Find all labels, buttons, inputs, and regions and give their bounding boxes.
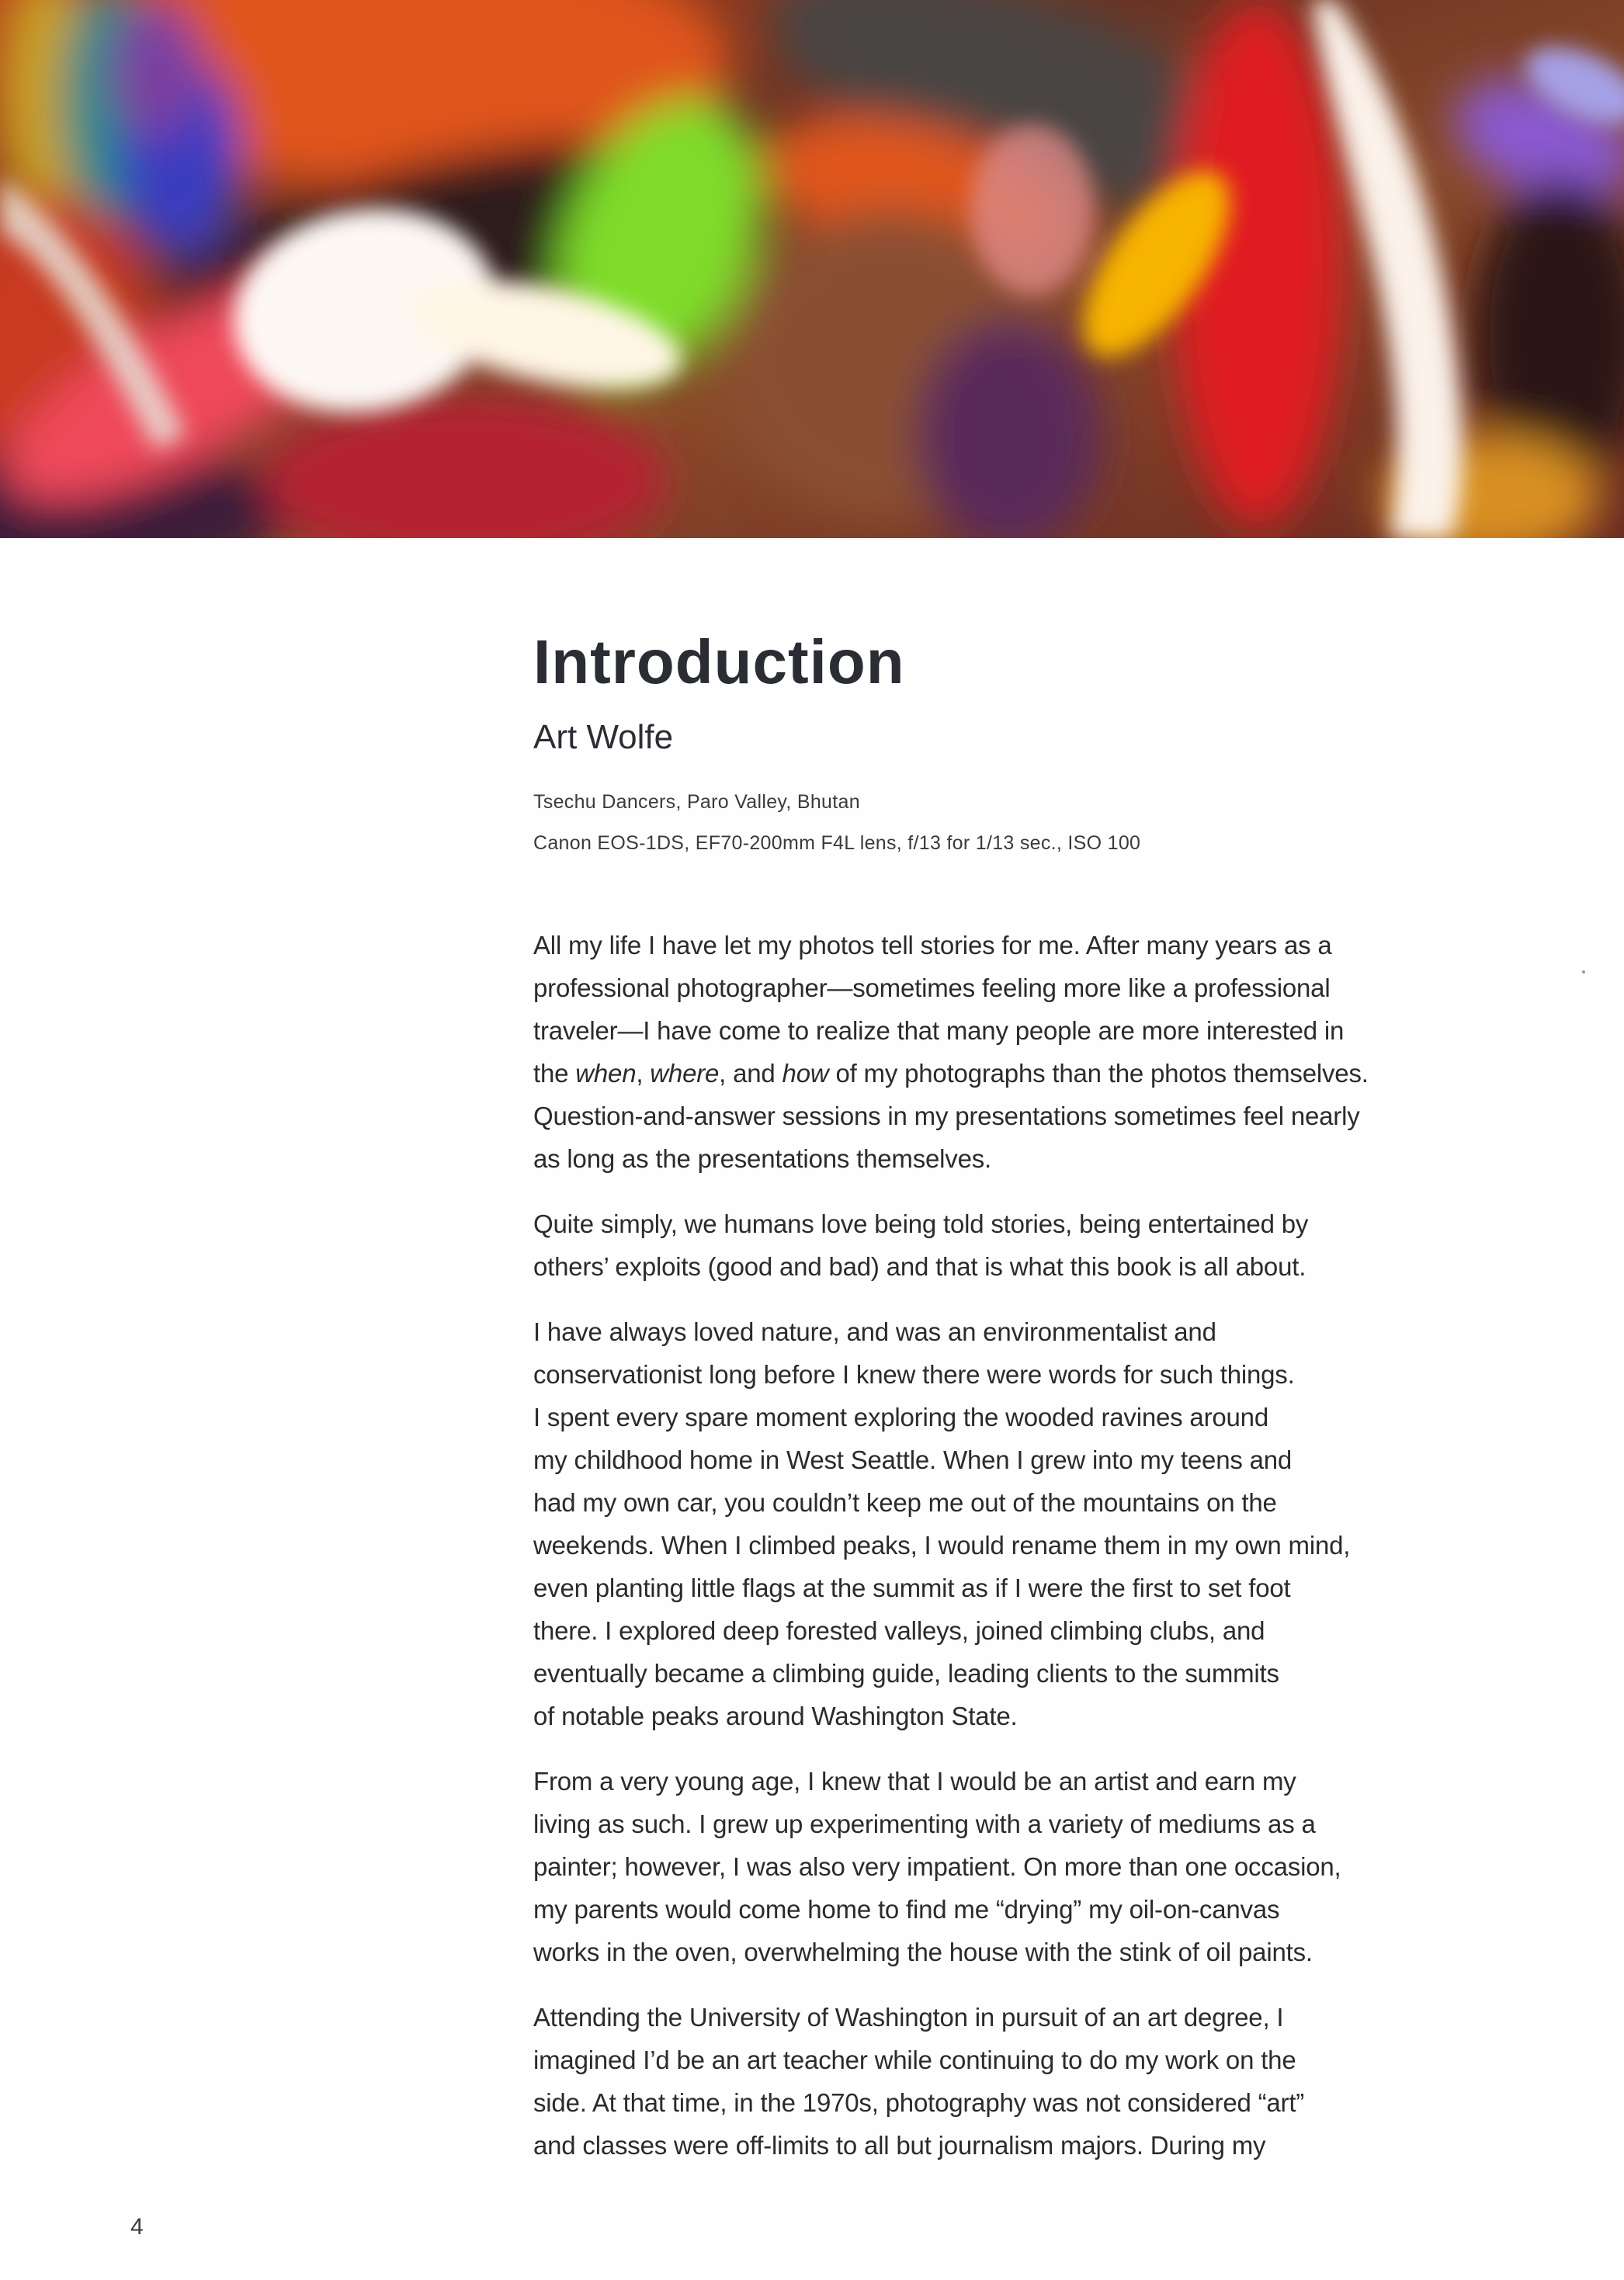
text-line: my parents would come home to find me “drying” my oil-on-canvas — [533, 1895, 1280, 1924]
text-line: Quite simply, we humans love being told stories, being entertained by — [533, 1209, 1309, 1238]
text-line: my childhood home in West Seattle. When I grew into my teens and — [533, 1445, 1293, 1474]
text-line: of notable peaks around Washington State. — [533, 1702, 1018, 1730]
text-line: and classes were off-limits to all but journalism majors. During my — [533, 2131, 1266, 2160]
text-line: Question-and-answer sessions in my presentations sometimes feel nearly — [533, 1102, 1360, 1130]
text-line: conservationist long before I knew there were words for such things. — [533, 1360, 1295, 1389]
text-line: had my own car, you couldn’t keep me out of the mountains on the — [533, 1488, 1277, 1517]
text-line: living as such. I grew up experimenting with a variety of mediums as a — [533, 1810, 1316, 1838]
page-title: Introduction — [533, 627, 905, 696]
text-line: Attending the University of Washington in pursuit of an art degree, I — [533, 2003, 1284, 2032]
text-line: traveler—I have come to realize that many people are more interested in — [533, 1016, 1345, 1045]
author-name: Art Wolfe — [533, 718, 674, 756]
text-line: All my life I have let my photos tell stories for me. After many years as a — [533, 931, 1332, 960]
emphasis-how: how — [782, 1059, 829, 1088]
article-body — [533, 924, 1511, 2189]
emphasis-where: where — [650, 1059, 720, 1088]
text-line: professional photographer—sometimes feeling more like a professional — [533, 973, 1331, 1002]
text-segment: of my photographs than the photos themselves. — [828, 1059, 1369, 1088]
paragraph-5 — [533, 1996, 1511, 2167]
text-line: works in the oven, overwhelming the house with the stink of oil paints. — [533, 1938, 1313, 1966]
paragraph-3 — [533, 1310, 1511, 1737]
emphasis-when: when — [575, 1059, 637, 1088]
text-segment: , and — [719, 1059, 783, 1088]
text-line-with-emphasis — [533, 1052, 1511, 1095]
text-line: From a very young age, I knew that I would be an artist and earn my — [533, 1767, 1296, 1796]
scan-speck — [1582, 970, 1585, 973]
text-line: eventually became a climbing guide, leading clients to the summits — [533, 1659, 1279, 1688]
paragraph-2 — [533, 1202, 1511, 1288]
text-line: there. I explored deep forested valleys, joined climbing clubs, and — [533, 1616, 1265, 1645]
text-line: weekends. When I climbed peaks, I would rename them in my own mind, — [533, 1531, 1351, 1560]
paragraph-4 — [533, 1760, 1511, 1973]
text-line: as long as the presentations themselves. — [533, 1144, 992, 1173]
hero-photo-graphic — [0, 0, 1624, 538]
text-line: imagined I’d be an art teacher while continuing to do my work on the — [533, 2046, 1296, 2074]
text-segment: , — [636, 1059, 651, 1088]
page-number: 4 — [130, 2214, 144, 2240]
hero-photo — [0, 0, 1624, 538]
photo-caption-subject: Tsechu Dancers, Paro Valley, Bhutan — [533, 791, 860, 813]
text-line: even planting little flags at the summit as if I were the first to set foot — [533, 1574, 1291, 1602]
text-segment: the — [533, 1059, 576, 1088]
photo-caption-camera-settings: Canon EOS-1DS, EF70-200mm F4L lens, f/13 for 1/13 sec., ISO 100 — [533, 832, 1141, 854]
text-line: painter; however, I was also very impatient. On more than one occasion, — [533, 1852, 1341, 1881]
text-line: I have always loved nature, and was an environmentalist and — [533, 1317, 1216, 1346]
paragraph-1 — [533, 924, 1511, 1180]
text-line: side. At that time, in the 1970s, photography was not considered “art” — [533, 2088, 1305, 2117]
text-line: others’ exploits (good and bad) and that is what this book is all about. — [533, 1252, 1306, 1281]
text-line: I spent every spare moment exploring the wooded ravines around — [533, 1403, 1268, 1432]
